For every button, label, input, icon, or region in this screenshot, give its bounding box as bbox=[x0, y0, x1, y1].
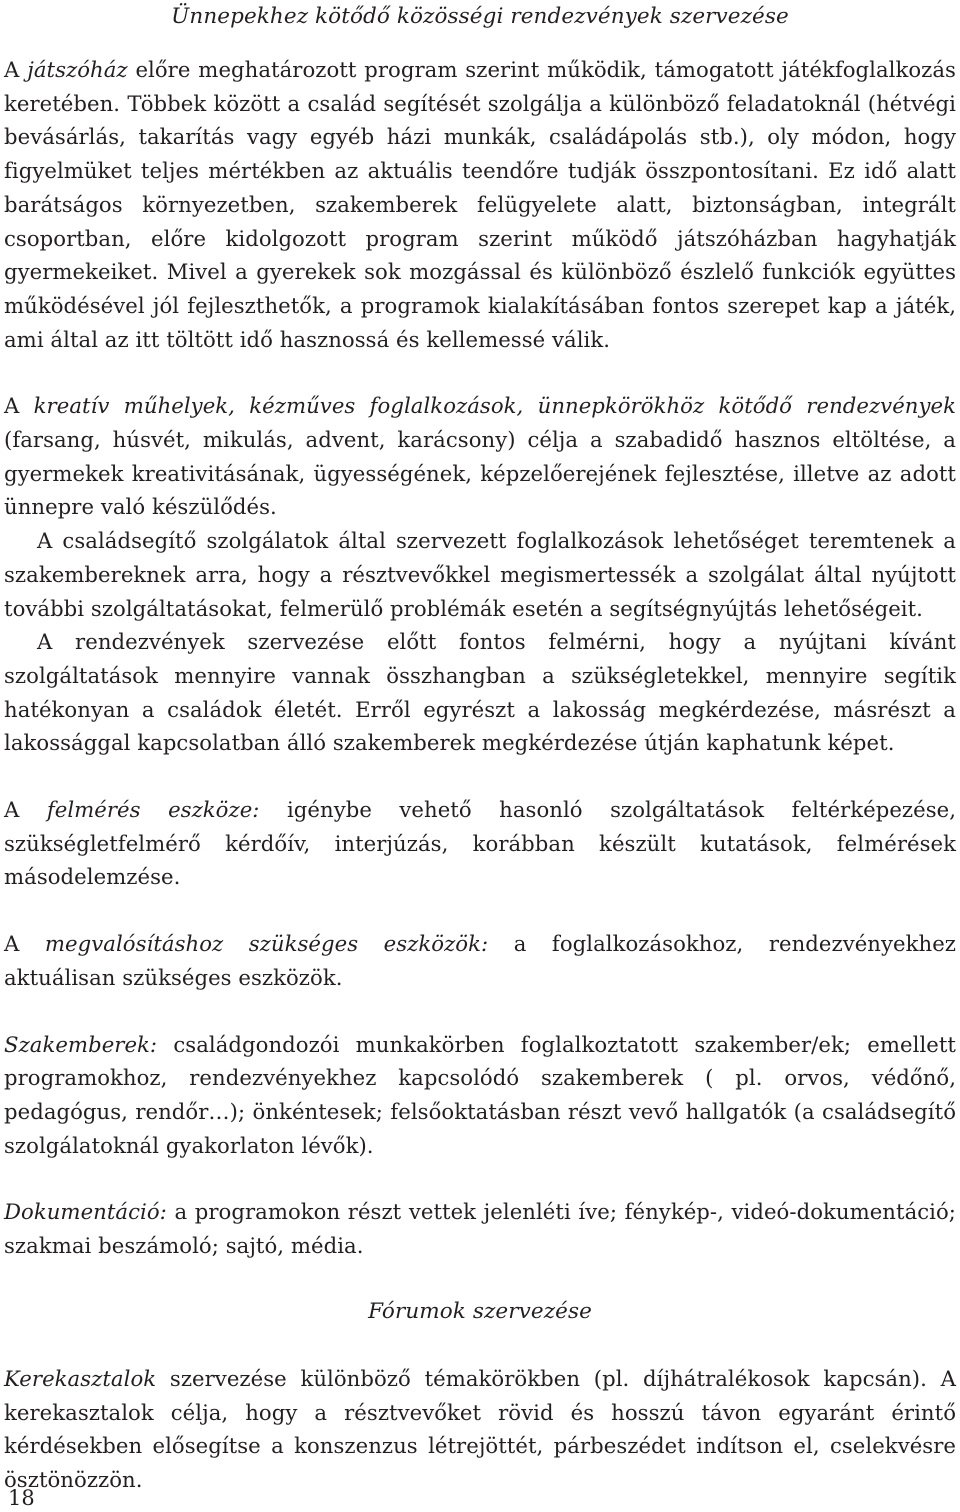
paragraph-dokumentacio bbox=[4, 1195, 956, 1262]
paragraph-eszkozok bbox=[4, 927, 956, 994]
paragraph-szakemberek bbox=[4, 1028, 956, 1163]
paragraph-text: igénybe vehető hasonló szolgáltatások feltérképezése, szükségletfelmérő kérdőív, interjúzás, korábban készült kutatások, felmérések másodelemzése. bbox=[4, 797, 957, 890]
paragraph-rendezvenyek-szervezese: A rendezvények szervezése előtt fontos felmérni, hogy a nyújtani kívánt szolgáltatások mennyire vannak összhangban a szükségletekkel, mennyire segítik hatékonyan a családok életét. Erről egyrészt a lakosság megkérdezése, másrészt a lakossággal kapcsolatban álló szakemberek megkérdezése útján kaphatunk képet. bbox=[4, 629, 956, 756]
paragraph-kerekasztalok bbox=[4, 1362, 956, 1497]
paragraph-kreativ-muhelyek bbox=[4, 389, 956, 524]
paragraph-text: (farsang, húsvét, mikulás, advent, karácsony) célja a szabadidő hasznos eltöltése, a gyermekek kreativitásának, ügyességének, képzelőerejének fejlesztése, illetve az adott ünnepre való készülődés. bbox=[4, 427, 956, 520]
page-number: 18 bbox=[8, 1486, 35, 1510]
term-eszkozok: megvalósításhoz szükséges eszközök: bbox=[44, 931, 489, 957]
term-kerekasztalok: Kerekasztalok bbox=[4, 1365, 157, 1391]
section-heading-forums: Fórumok szervezése bbox=[368, 1298, 592, 1324]
paragraph-jatszohaz bbox=[4, 53, 956, 356]
paragraph-felmeres-eszkoze bbox=[4, 793, 956, 894]
paragraph-prefix: A bbox=[4, 931, 45, 957]
paragraph-text: családgondozói munkakörben foglalkoztatott szakember/ek; emellett programokhoz, rendezvényekhez kapcsolódó szakemberek ( pl. orvos, védőnő, pedagógus, rendőr…); önkéntesek; felsőoktatásban részt vevő hallgatók (a családsegítő szolgálatoknál gyakorlaton lévők). bbox=[4, 1031, 956, 1158]
paragraph-text: előre meghatározott program szerint működik, támogatott játékfoglalkozás keretében. Többek között a család segítését szolgálja a különböző feladatoknál (hétvégi bevásárlás, takarítás vagy egyéb házi munkák, családápolás stb.), oly módon, hogy figyelmüket teljes mértékben az aktuális teendőre tudják összpontosítani. Ez idő alatt barátságos környezetben, szakemberek felügyelete alatt, biztonságban, integrált csoportban, előre kidolgozott program szerint működő játszóházban hagyhatják gyermekeiket. Mivel a gyerekek sok mozgással és különböző észlelő funkciók együttes működésével jól fejleszthetők, a programok kialakításában fontos szerepet kap a játék, ami által az itt töltött idő hasznossá és kellemessé válik. bbox=[4, 57, 956, 352]
paragraph-csaladsegito: A családsegítő szolgálatok által szervezett foglalkozások lehetőséget teremtenek a szakembereknek arra, hogy a résztvevőkkel megismertessék a szolgálat által nyújtott további szolgáltatásokat, felmerülő problémák esetén a segítségnyújtás lehetőségeit. bbox=[4, 528, 956, 621]
paragraph-prefix: A bbox=[4, 57, 28, 82]
paragraph-prefix: A bbox=[4, 393, 34, 419]
paragraph-prefix: A bbox=[4, 797, 47, 823]
paragraph-text: szervezése különböző témakörökben (pl. díjhátralékosok kapcsán). A kerekasztalok célja, hogy a résztvevőket rövid és hosszú távon egyaránt érintő kérdésekben elősegítse a konszenzus létrejöttét, párbeszédet indítson el, cselekvésre ösztönözzön. bbox=[4, 1365, 956, 1492]
term-dokumentacio: Dokumentáció: bbox=[4, 1199, 167, 1225]
document-page bbox=[4, 0, 956, 1497]
term-szakemberek: Szakemberek: bbox=[4, 1031, 158, 1057]
term-kreativ-muhelyek: kreatív műhelyek, kézműves foglalkozások, ünnepkörökhöz kötődő rendezvények bbox=[33, 393, 956, 419]
paragraph-text: a foglalkozásokhoz, rendezvényekhez aktuálisan szükséges eszközök. bbox=[4, 931, 956, 990]
term-felmeres-eszkoze: felmérés eszköze: bbox=[46, 797, 260, 823]
section-heading-celebrations: Ünnepekhez kötődő közösségi rendezvények szervezése bbox=[171, 4, 789, 29]
term-jatszohaz: játszóház bbox=[27, 57, 128, 82]
paragraph-text: a programokon részt vettek jelenléti íve; fénykép-, videó-dokumentáció; szakmai beszámoló; sajtó, média. bbox=[4, 1199, 956, 1259]
